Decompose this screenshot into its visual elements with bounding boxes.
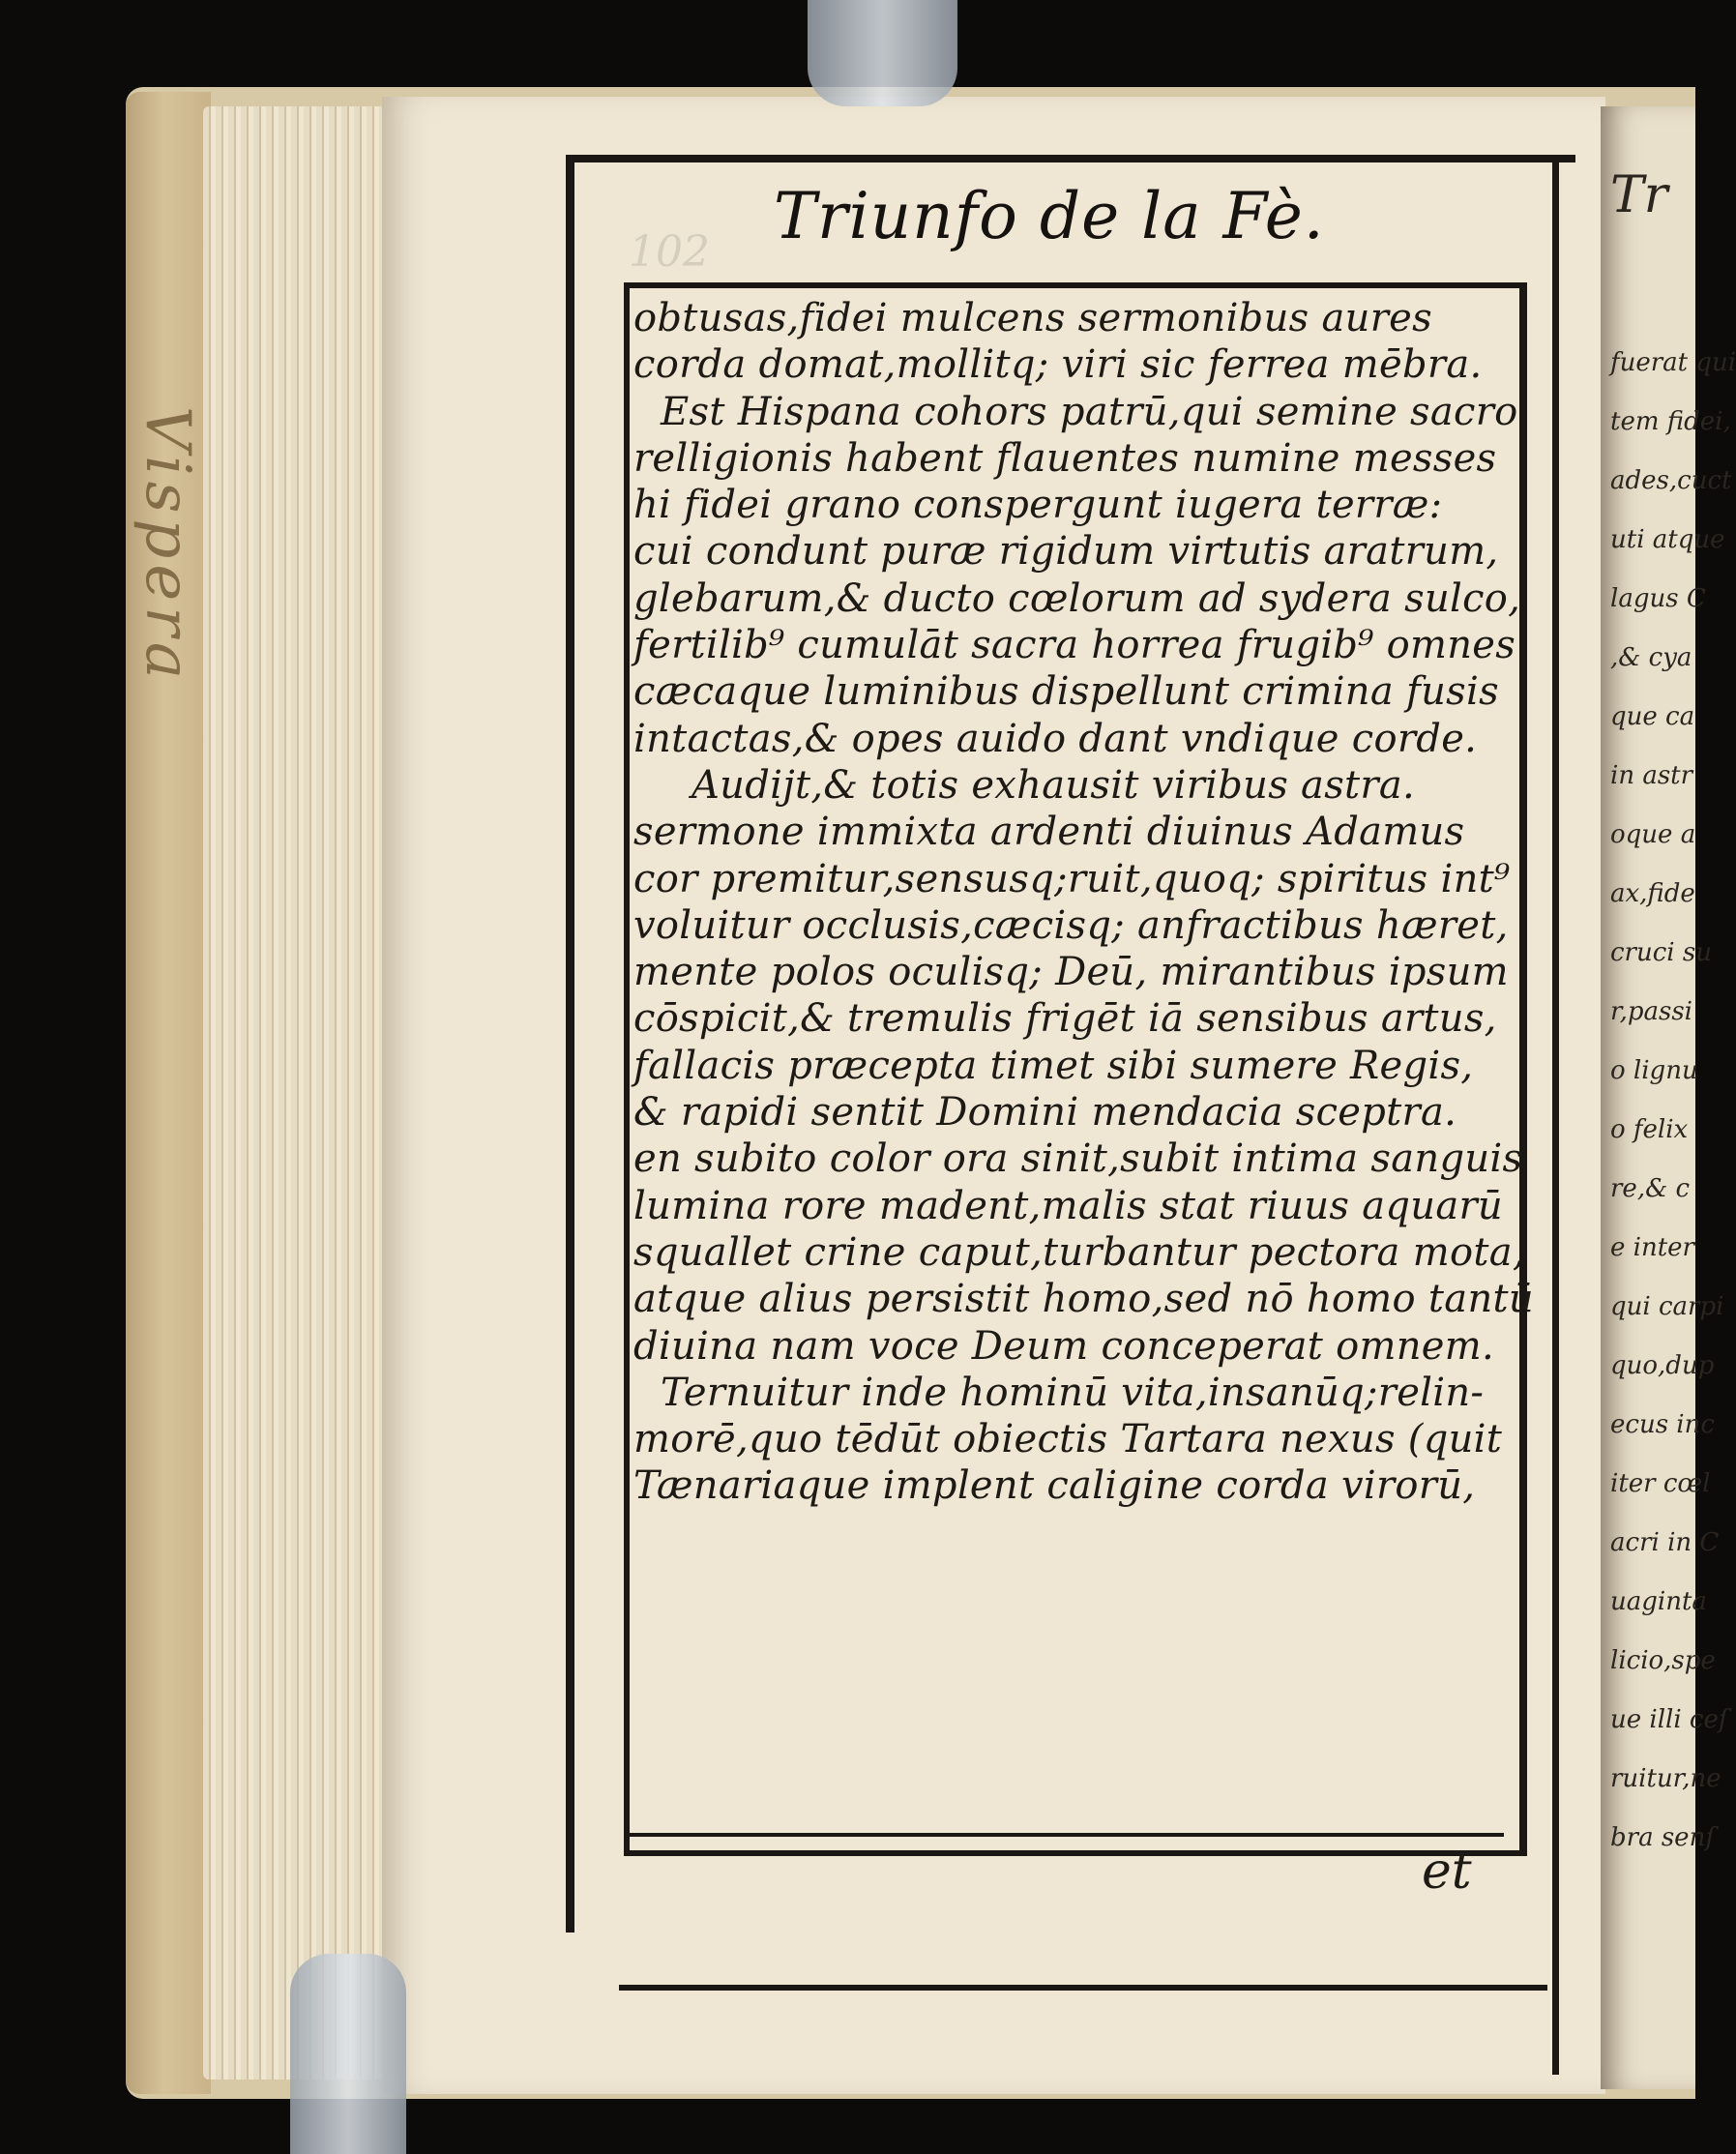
facing-text-line: fuerat qui	[1610, 348, 1736, 377]
facing-text-line: r,passi	[1610, 997, 1692, 1026]
text-line: en subito color ora sinit,subit intima sanguis	[633, 1136, 1523, 1182]
text-line: squallet crine caput,turbantur pectora mota,	[633, 1229, 1525, 1275]
text-line: glebarum,& ducto cœlorum ad sydera sulco,	[633, 575, 1521, 621]
bleed-through-page-number: 102	[629, 227, 710, 277]
facing-text-line: e inter	[1610, 1233, 1694, 1262]
text-block-rule	[624, 1833, 1504, 1837]
text-line: relligionis habent flauentes numine messes	[633, 435, 1497, 481]
facing-text-line: bra senſ	[1610, 1823, 1715, 1852]
text-line: & rapidi sentit Domini mendacia sceptra.	[633, 1090, 1457, 1136]
book-spine	[126, 92, 211, 2094]
page-frame-right	[1552, 160, 1559, 2075]
text-line: hi fidei grano conspergunt iugera terræ:	[633, 483, 1443, 528]
text-line: Ternuitur inde hominū vita,insanūq;relin-	[661, 1370, 1485, 1415]
page-edges	[203, 106, 387, 2080]
facing-text-line: ecus inc	[1610, 1410, 1715, 1439]
facing-text-line: quo,dup	[1610, 1351, 1715, 1380]
text-line: cōspicit,& tremulis frigēt iā sensibus artus,	[633, 996, 1497, 1042]
facing-text-line: o felix	[1610, 1115, 1689, 1144]
text-line: fallacis præcepta timet sibi sumere Regis,	[633, 1043, 1474, 1088]
page-clip-top	[808, 0, 957, 106]
text-line: Audijt,& totis exhausit viribus astra.	[691, 762, 1415, 808]
spine-label: Vispera	[132, 406, 203, 685]
running-head: Triunfo de la Fè.	[774, 179, 1325, 253]
text-line: cæcaque luminibus dispellunt crimina fusis	[633, 669, 1499, 715]
facing-text-line: lagus C	[1610, 584, 1706, 613]
facing-page-header: Tr	[1610, 166, 1668, 224]
facing-text-line: licio,spe	[1610, 1646, 1716, 1675]
facing-text-line: o lignu	[1610, 1056, 1698, 1085]
facing-text-line: qui carpi	[1610, 1292, 1724, 1321]
text-line: intactas,& opes auido dant vndique corde.	[633, 716, 1478, 761]
text-line: cui condunt puræ rigidum virtutis aratrum,	[633, 529, 1499, 575]
facing-page	[1601, 106, 1736, 2089]
page-text	[633, 295, 1534, 1510]
text-line: Tænariaque implent caligine corda virorū,	[633, 1463, 1476, 1509]
text-line: voluitur occlusis,cæcisq; anfractibus hæret,	[633, 902, 1509, 948]
facing-text-line: ades,cuct	[1610, 466, 1732, 495]
facing-text-line: tem fidei,	[1610, 407, 1731, 436]
facing-text-line: in astr	[1610, 761, 1693, 790]
facing-text-line: que ca	[1610, 702, 1695, 731]
text-line: Est Hispana cohors patrū,qui semine sacro	[661, 389, 1518, 434]
text-line: corda domat,mollitq; viri sic ferrea mēbra.	[633, 342, 1483, 388]
facing-text-line: acri in C	[1610, 1528, 1720, 1557]
facing-text-line: re,& c	[1610, 1174, 1691, 1203]
facing-text-line: ruitur,ne	[1610, 1764, 1721, 1793]
page-clip-bottom	[290, 1954, 406, 2154]
text-line: sermone immixta ardenti diuinus Adamus	[633, 810, 1465, 855]
text-line: morē,quo tēdūt obiectis Tartara nexus (quit	[633, 1417, 1503, 1462]
text-line: atque alius persistit homo,sed nō homo tantū	[633, 1277, 1534, 1322]
text-line: diuina nam voce Deum conceperat omnem.	[633, 1323, 1494, 1369]
facing-text-line: ue illi ceſ	[1610, 1705, 1728, 1734]
text-line: lumina rore madent,malis stat riuus aquarū	[633, 1183, 1503, 1228]
facing-text-line: cruci su	[1610, 938, 1712, 967]
text-line: fertilib⁹ cumulāt sacra horrea frugib⁹ omnes	[633, 623, 1516, 668]
facing-text-line: ,& cya	[1610, 643, 1692, 672]
text-line: mente polos oculisq; Deū, mirantibus ipsum	[633, 950, 1509, 995]
facing-text-line: uaginta	[1610, 1587, 1707, 1616]
facing-text-line: iter cœl	[1610, 1469, 1711, 1498]
text-line: obtusas,fidei mulcens sermonibus aures	[633, 296, 1432, 340]
facing-text-line: uti atque	[1610, 525, 1725, 554]
facing-text-line: oque a	[1610, 820, 1696, 849]
facing-text-line: ax,fide	[1610, 879, 1695, 908]
page-frame-bottom	[619, 1985, 1547, 1991]
text-line: cor premitur,sensusq;ruit,quoq; spiritus int⁹	[633, 856, 1511, 901]
catchword: et	[1422, 1843, 1472, 1901]
